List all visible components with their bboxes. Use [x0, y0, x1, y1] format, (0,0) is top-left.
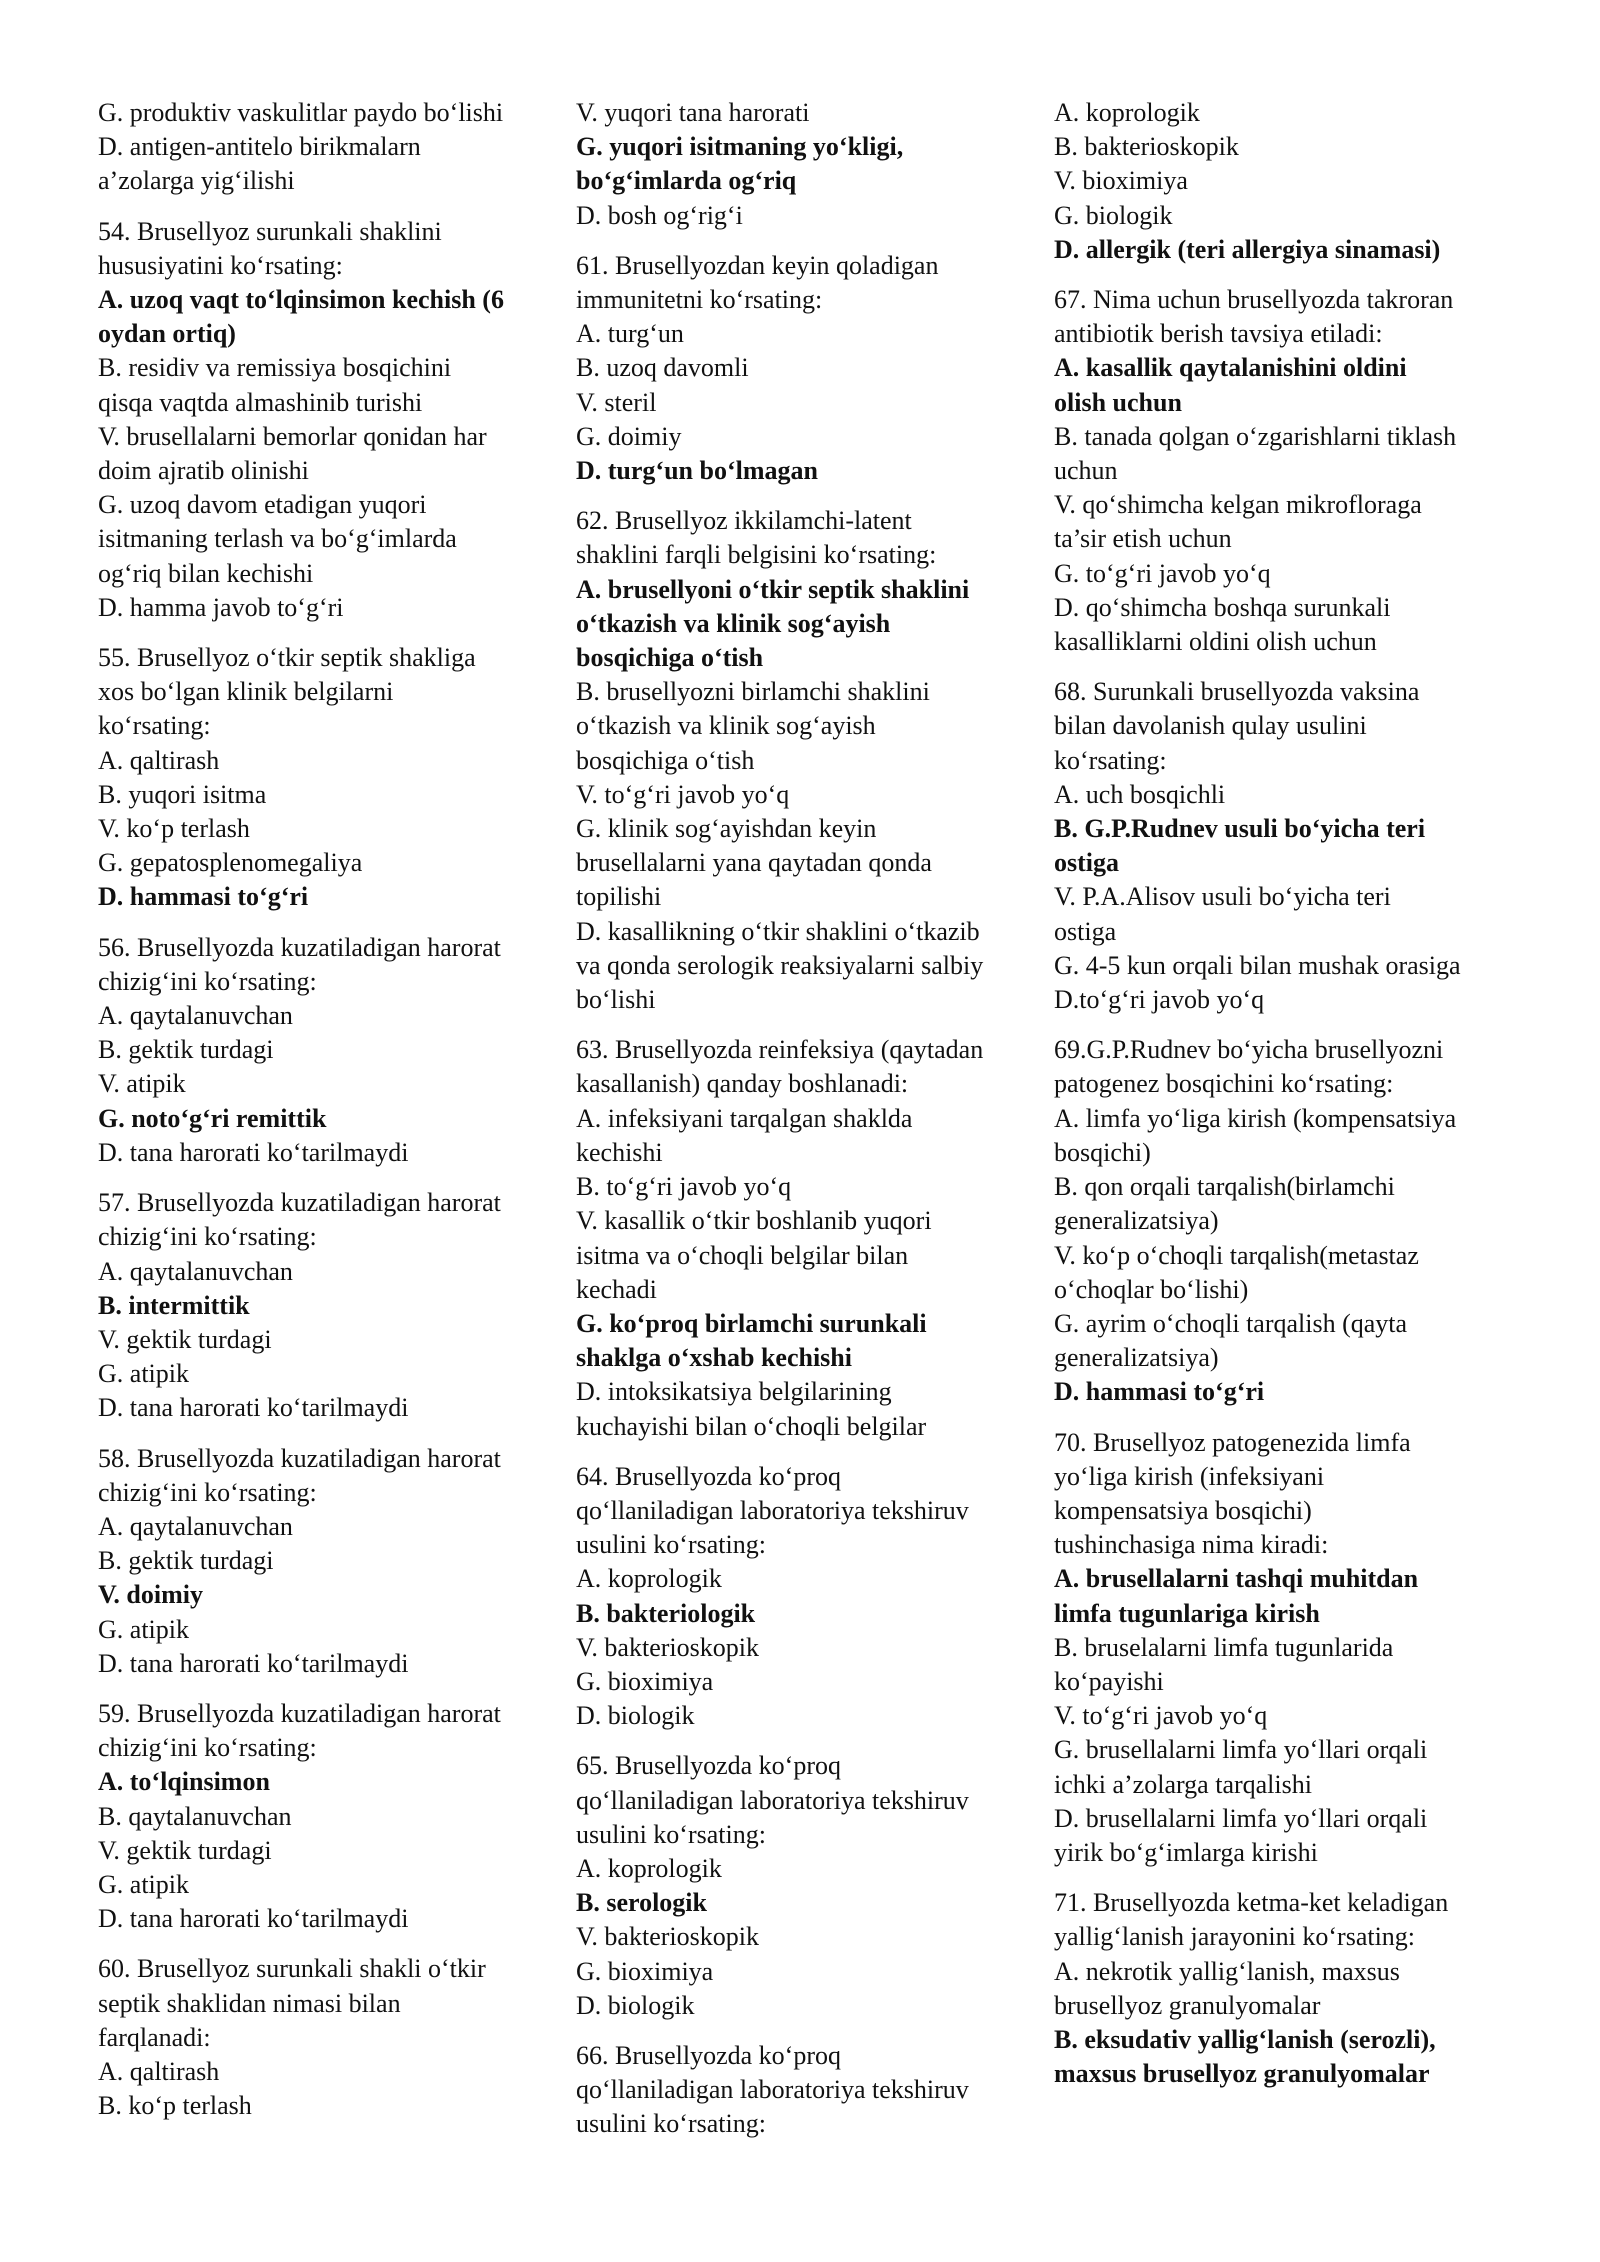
text-line: generalizatsiya)	[1054, 1206, 1219, 1236]
question-block	[576, 1749, 1040, 2023]
text-line: V. bakterioskopik	[576, 1632, 759, 1662]
text-line: G. bioximiya	[576, 1956, 714, 1986]
text-line: 65. Brusellyozda ko‘proq	[576, 1751, 842, 1781]
text-line: A. qaytalanuvchan	[98, 1256, 293, 1286]
text-line: 56. Brusellyozda kuzatiladigan harorat	[98, 932, 501, 962]
text-line: V. kasallik o‘tkir boshlanib yuqori	[576, 1206, 932, 1236]
text-line: A. koprologik	[576, 1564, 722, 1594]
text-line: G. brusellalarni limfa yo‘llari orqali	[1054, 1735, 1428, 1765]
text-line: D. intoksikatsiya belgilarining	[576, 1377, 892, 1407]
document-page	[98, 96, 1518, 2216]
text-line: farqlanadi:	[98, 2022, 211, 2052]
question-block	[576, 1033, 1040, 1443]
question-block	[1054, 283, 1518, 659]
correct-answer-line: shaklga o‘xshab kechishi	[576, 1343, 852, 1373]
text-line: D. biologik	[576, 1990, 695, 2020]
text-line: B. qaytalanuvchan	[98, 1801, 292, 1831]
text-line: antibiotik berish tavsiya etiladi:	[1054, 319, 1383, 349]
text-line: chizig‘ini ko‘rsating:	[98, 1477, 317, 1507]
text-line: ichki a’zolarga tarqalishi	[1054, 1769, 1312, 1799]
correct-answer-line: B. serologik	[576, 1888, 707, 1918]
question-block	[98, 1442, 562, 1681]
text-line: patogenez bosqichini ko‘rsating:	[1054, 1069, 1394, 1099]
text-line: G. uzoq davom etadigan yuqori	[98, 490, 427, 520]
question-block	[576, 2039, 1040, 2142]
correct-answer-line: G. noto‘g‘ri remittik	[98, 1103, 327, 1133]
text-line: qisqa vaqtda almashinib turishi	[98, 387, 423, 417]
text-line: yirik bo‘g‘imlarga kirishi	[1054, 1837, 1318, 1867]
text-line: usulini ko‘rsating:	[576, 1819, 766, 1849]
text-line: A. infeksiyani tarqalgan shaklda	[576, 1103, 913, 1133]
text-line: 55. Brusellyoz o‘tkir septik shakliga	[98, 643, 476, 673]
text-line: 54. Brusellyoz surunkali shaklini	[98, 216, 442, 246]
text-line: ko‘payishi	[1054, 1666, 1164, 1696]
text-line: og‘riq bilan kechishi	[98, 558, 314, 588]
correct-answer-line: bo‘g‘imlarda og‘riq	[576, 166, 797, 196]
text-line: 61. Brusellyozdan keyin qoladigan	[576, 250, 939, 280]
question-block	[98, 641, 562, 915]
text-line: V. qo‘shimcha kelgan mikrofloraga	[1054, 490, 1422, 520]
text-line: 68. Surunkali brusellyozda vaksina	[1054, 677, 1420, 707]
text-line: chizig‘ini ko‘rsating:	[98, 1733, 317, 1763]
text-line: kuchayishi bilan o‘choqli belgilar	[576, 1411, 927, 1441]
text-line: V. gektik turdagi	[98, 1324, 272, 1354]
text-line: G. produktiv vaskulitlar paydo bo‘lishi	[98, 98, 504, 127]
text-line: G. 4-5 kun orqali bilan mushak orasiga	[1054, 950, 1461, 980]
correct-answer-line: B. eksudativ yallig‘lanish (serozli),	[1054, 2024, 1436, 2054]
text-line: B. uzoq davomli	[576, 353, 749, 383]
text-line: bosqichi)	[1054, 1137, 1151, 1167]
text-line: V. bioximiya	[1054, 166, 1188, 196]
text-line: G. ayrim o‘choqli tarqalish (qayta	[1054, 1308, 1408, 1338]
text-line: D. tana harorati ko‘tarilmaydi	[98, 1648, 409, 1678]
text-line: xos bo‘lgan klinik belgilarni	[98, 677, 394, 707]
text-line: hususiyatini ko‘rsating:	[98, 250, 343, 280]
text-line: D. biologik	[576, 1701, 695, 1731]
text-line: 58. Brusellyozda kuzatiladigan harorat	[98, 1443, 501, 1473]
text-line: o‘tkazish va klinik sog‘ayish	[576, 711, 876, 741]
text-line: ta’sir etish uchun	[1054, 524, 1232, 554]
text-line: brusellalarni yana qaytadan qonda	[576, 848, 932, 878]
text-line: G. atipik	[98, 1869, 189, 1899]
text-line: tushinchasiga nima kiradi:	[1054, 1530, 1329, 1560]
text-line: A. qaytalanuvchan	[98, 1511, 293, 1541]
text-line: qo‘llaniladigan laboratoriya tekshiruv	[576, 2075, 969, 2105]
text-line: usulini ko‘rsating:	[576, 2109, 766, 2139]
text-line: isitma va o‘choqli belgilar bilan	[576, 1240, 909, 1270]
question-block	[98, 215, 562, 625]
text-line: kasallanish) qanday boshlanadi:	[576, 1069, 909, 1099]
correct-answer-line: o‘tkazish va klinik sog‘ayish	[576, 608, 891, 638]
question-block	[98, 1952, 562, 2123]
text-line: D. qo‘shimcha boshqa surunkali	[1054, 592, 1391, 622]
text-line: G. bioximiya	[576, 1666, 714, 1696]
text-line: 63. Brusellyozda reinfeksiya (qaytadan	[576, 1035, 984, 1065]
text-line: 60. Brusellyoz surunkali shakli o‘tkir	[98, 1954, 486, 1984]
text-line: A. koprologik	[576, 1853, 722, 1883]
text-line: B. bakterioskopik	[1054, 132, 1239, 162]
text-line: V. brusellalarni bemorlar qonidan har	[98, 421, 487, 451]
text-line: septik shaklidan nimasi bilan	[98, 1988, 401, 2018]
correct-answer-line: V. doimiy	[98, 1580, 203, 1610]
text-line: B. brusellyozni birlamchi shaklini	[576, 677, 930, 707]
text-line: A. uch bosqichli	[1054, 779, 1226, 809]
text-column-3	[1054, 96, 1518, 2216]
text-line: A. limfa yo‘liga kirish (kompensatsiya	[1054, 1103, 1457, 1133]
text-line: B. residiv va remissiya bosqichini	[98, 353, 452, 383]
text-line: D. tana harorati ko‘tarilmaydi	[98, 1904, 409, 1934]
text-line: shaklini farqli belgisini ko‘rsating:	[576, 540, 937, 570]
text-line: B. ko‘p terlash	[98, 2091, 252, 2121]
text-line: 62. Brusellyoz ikkilamchi-latent	[576, 506, 912, 536]
text-line: kechishi	[576, 1137, 663, 1167]
correct-answer-line: limfa tugunlariga kirish	[1054, 1598, 1320, 1628]
correct-answer-line: D. hammasi to‘g‘ri	[98, 882, 309, 912]
text-line: D.to‘g‘ri javob yo‘q	[1054, 985, 1265, 1015]
text-line: D. tana harorati ko‘tarilmaydi	[98, 1137, 409, 1167]
text-line: 59. Brusellyozda kuzatiladigan harorat	[98, 1698, 501, 1728]
question-block	[98, 1186, 562, 1425]
text-line: D. tana harorati ko‘tarilmaydi	[98, 1393, 409, 1423]
text-line: B. gektik turdagi	[98, 1546, 274, 1576]
text-line: chizig‘ini ko‘rsating:	[98, 966, 317, 996]
text-line: usulini ko‘rsating:	[576, 1530, 766, 1560]
text-line: A. koprologik	[1054, 98, 1200, 127]
text-line: ko‘rsating:	[98, 711, 211, 741]
text-line: V. yuqori tana harorati	[576, 98, 810, 127]
text-line: A. qaltirash	[98, 745, 220, 775]
text-line: immunitetni ko‘rsating:	[576, 285, 823, 315]
text-line: A. nekrotik yallig‘lanish, maxsus	[1054, 1956, 1400, 1986]
text-line: G. to‘g‘ri javob yo‘q	[1054, 558, 1271, 588]
text-line: 71. Brusellyozda ketma-ket keladigan	[1054, 1888, 1449, 1918]
text-line: A. turg‘un	[576, 319, 684, 349]
text-line: yallig‘lanish jarayonini ko‘rsating:	[1054, 1922, 1416, 1952]
text-line: bosqichiga o‘tish	[576, 745, 755, 775]
question-block	[1054, 1886, 1518, 2091]
text-column-1	[98, 96, 562, 2216]
question-block	[1054, 1426, 1518, 1871]
correct-answer-line: D. hammasi to‘g‘ri	[1054, 1377, 1265, 1407]
text-line: uchun	[1054, 456, 1118, 486]
text-line: isitmaning terlash va bo‘g‘imlarda	[98, 524, 457, 554]
question-block	[576, 504, 1040, 1017]
correct-answer-line: B. bakteriologik	[576, 1598, 756, 1628]
question-block	[98, 931, 562, 1170]
text-line: B. gektik turdagi	[98, 1035, 274, 1065]
question-block	[576, 249, 1040, 488]
text-line: G. atipik	[98, 1614, 189, 1644]
correct-answer-line: A. to‘lqinsimon	[98, 1767, 270, 1797]
text-line: 64. Brusellyozda ko‘proq	[576, 1461, 842, 1491]
text-line: G. klinik sog‘ayishdan keyin	[576, 814, 877, 844]
text-line: qo‘llaniladigan laboratoriya tekshiruv	[576, 1785, 969, 1815]
text-column-2	[576, 96, 1040, 2216]
text-line: B. bruselalarni limfa tugunlarida	[1054, 1632, 1394, 1662]
text-line: doim ajratib olinishi	[98, 456, 309, 486]
text-line: B. yuqori isitma	[98, 779, 267, 809]
text-line: yo‘liga kirish (infeksiyani	[1054, 1461, 1325, 1491]
text-line: 57. Brusellyozda kuzatiladigan harorat	[98, 1188, 501, 1218]
text-line: ko‘rsating:	[1054, 745, 1167, 775]
correct-answer-line: A. uzoq vaqt to‘lqinsimon kechish (6	[98, 285, 504, 315]
correct-answer-line: maxsus brusellyoz granulyomalar	[1054, 2059, 1430, 2089]
text-line: qo‘llaniladigan laboratoriya tekshiruv	[576, 1495, 969, 1525]
text-line: generalizatsiya)	[1054, 1343, 1219, 1373]
text-line: brusellyoz granulyomalar	[1054, 1990, 1321, 2020]
correct-answer-line: G. yuqori isitmaning yo‘kligi,	[576, 132, 904, 162]
correct-answer-line: ostiga	[1054, 848, 1119, 878]
text-line: a’zolarga yig‘ilishi	[98, 166, 295, 196]
text-line: V. to‘g‘ri javob yo‘q	[576, 779, 790, 809]
question-block	[98, 1697, 562, 1936]
correct-answer-line: G. ko‘proq birlamchi surunkali	[576, 1308, 927, 1338]
text-line: V. ko‘p o‘choqli tarqalish(metastaz	[1054, 1240, 1419, 1270]
correct-answer-line: B. G.P.Rudnev usuli bo‘yicha teri	[1054, 814, 1426, 844]
correct-answer-line: A. brusellyoni o‘tkir septik shaklini	[576, 574, 970, 604]
text-line: 70. Brusellyoz patogenezida limfa	[1054, 1427, 1411, 1457]
text-line: V. to‘g‘ri javob yo‘q	[1054, 1701, 1268, 1731]
text-line: V. P.A.Alisov usuli bo‘yicha teri	[1054, 882, 1391, 912]
question-block	[576, 1460, 1040, 1734]
text-line: va qonda serologik reaksiyalarni salbiy	[576, 950, 984, 980]
question-block	[1054, 1033, 1518, 1409]
text-line: V. ko‘p terlash	[98, 814, 250, 844]
text-line: 69.G.P.Rudnev bo‘yicha brusellyozni	[1054, 1035, 1444, 1065]
text-line: ostiga	[1054, 916, 1117, 946]
text-line: bilan davolanish qulay usulini	[1054, 711, 1367, 741]
text-line: G. doimiy	[576, 421, 682, 451]
text-line: D. bosh og‘rig‘i	[576, 200, 743, 230]
text-line: kompensatsiya bosqichi)	[1054, 1495, 1312, 1525]
text-line: 67. Nima uchun brusellyozda takroran	[1054, 285, 1454, 315]
text-line: V. steril	[576, 387, 657, 417]
correct-answer-line: olish uchun	[1054, 387, 1182, 417]
text-line: G. biologik	[1054, 200, 1173, 230]
text-line: chizig‘ini ko‘rsating:	[98, 1222, 317, 1252]
text-line: topilishi	[576, 882, 662, 912]
text-line: 66. Brusellyozda ko‘proq	[576, 2040, 842, 2070]
text-line: o‘choqlar bo‘lishi)	[1054, 1274, 1249, 1304]
text-line: V. gektik turdagi	[98, 1835, 272, 1865]
question-block	[1054, 96, 1518, 267]
question-block	[98, 96, 562, 199]
correct-answer-line: D. allergik (teri allergiya sinamasi)	[1054, 234, 1441, 264]
text-line: B. tanada qolgan o‘zgarishlarni tiklash	[1054, 421, 1457, 451]
correct-answer-line: bosqichiga o‘tish	[576, 643, 764, 673]
text-line: D. kasallikning o‘tkir shaklini o‘tkazib	[576, 916, 980, 946]
correct-answer-line: A. brusellalarni tashqi muhitdan	[1054, 1564, 1419, 1594]
text-line: D. brusellalarni limfa yo‘llari orqali	[1054, 1803, 1428, 1833]
correct-answer-line: D. turg‘un bo‘lmagan	[576, 456, 818, 486]
text-line: V. bakterioskopik	[576, 1922, 759, 1952]
text-line: D. hamma javob to‘g‘ri	[98, 592, 344, 622]
text-line: G. gepatosplenomegaliya	[98, 848, 363, 878]
correct-answer-line: oydan ortiq)	[98, 319, 236, 349]
correct-answer-line: A. kasallik qaytalanishini oldini	[1054, 353, 1407, 383]
text-line: bo‘lishi	[576, 985, 656, 1015]
question-block	[576, 96, 1040, 233]
text-line: D. antigen-antitelo birikmalarn	[98, 132, 421, 162]
text-line: B. to‘g‘ri javob yo‘q	[576, 1172, 792, 1202]
text-line: V. atipik	[98, 1069, 186, 1099]
text-line: G. atipik	[98, 1359, 189, 1389]
text-line: B. qon orqali tarqalish(birlamchi	[1054, 1172, 1395, 1202]
text-line: kechadi	[576, 1274, 657, 1304]
question-block	[1054, 675, 1518, 1017]
correct-answer-line: B. intermittik	[98, 1290, 250, 1320]
text-line: kasalliklarni oldini olish uchun	[1054, 627, 1377, 657]
text-line: A. qaltirash	[98, 2056, 220, 2086]
text-line: A. qaytalanuvchan	[98, 1001, 293, 1031]
